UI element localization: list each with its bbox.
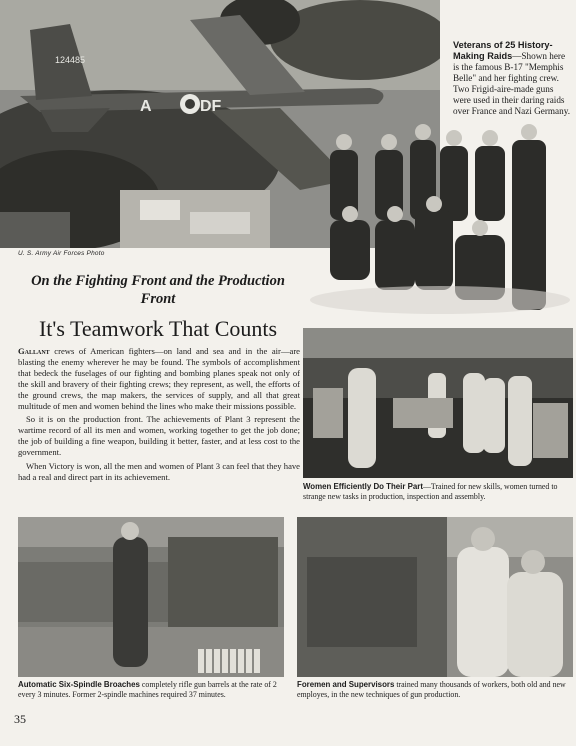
broach-photo-caption — [18, 680, 286, 700]
article-paragraph-1 — [18, 346, 300, 411]
women-caption-text: —Trained for new skills, women turned to strange new tasks in production, inspection and assembly. — [303, 482, 558, 501]
dropcap-lead: Gallant — [18, 346, 50, 356]
article-headline: It's Teamwork That Counts — [38, 316, 278, 341]
women-workers-photo — [303, 328, 573, 478]
broach-machine-photo — [18, 517, 284, 677]
women-photo-caption — [303, 482, 573, 502]
article-paragraph-2: So it is on the production front. The achievements of Plant 3 represent the wartime record of all its men and women, working together to get the job done; the job of building a fine weapon, building it better, faster, and at less cost to the government. — [18, 414, 300, 458]
foremen-photo — [297, 517, 573, 677]
top-photo-caption — [453, 40, 571, 117]
paragraph-1-text: crews of American fighters—on land and sea and in the air—are blasting the enemy wherever he may be found. The symbols of accomplishment that bedeck the fuselages of our fighting and bombing planes speak not only of the skill and bravery of their fighting crews; they represent, as well, the efforts of the ground crews, the map makers, the services of supply, and all that great multitude of men and women behind the lines who make their missions possible. — [18, 346, 300, 411]
plane-serial: 124485 — [55, 55, 86, 65]
crew-photo — [300, 110, 576, 325]
article-body — [18, 346, 300, 486]
photo-credit: U. S. Army Air Forces Photo — [18, 250, 105, 257]
top-caption-text: —Shown here is the famous B-17 "Memphis Belle" and her fighting crew. Two Frigid-aire-made guns were used in their daring raids over France and Nazi Germany. — [453, 51, 571, 116]
plane-code-left: A — [140, 98, 152, 115]
foremen-caption-text: trained many thousands of workers, both old and new employes, in the new techniques of gun production. — [297, 680, 566, 699]
article-paragraph-3: When Victory is won, all the men and women of Plant 3 can feel that they have had a real and direct part in its achievement. — [18, 461, 300, 482]
foremen-photo-caption — [297, 680, 573, 700]
top-caption-lead: Veterans of 25 History-Making Raids — [453, 40, 553, 61]
page-number: 35 — [14, 712, 26, 726]
article-subhead: On the Fighting Front and the Production Front — [31, 273, 285, 307]
broach-caption-lead: Automatic Six-Spindle Broaches — [18, 680, 140, 689]
foremen-caption-lead: Foremen and Supervisors — [297, 680, 395, 689]
plane-code-right: DF — [200, 98, 222, 115]
women-caption-lead: Women Efficiently Do Their Part — [303, 482, 423, 491]
broach-caption-text: completely rifle gun barrels at the rate of 2 every 3 minutes. Former 2-spindle machines required 37 minutes. — [18, 680, 277, 699]
